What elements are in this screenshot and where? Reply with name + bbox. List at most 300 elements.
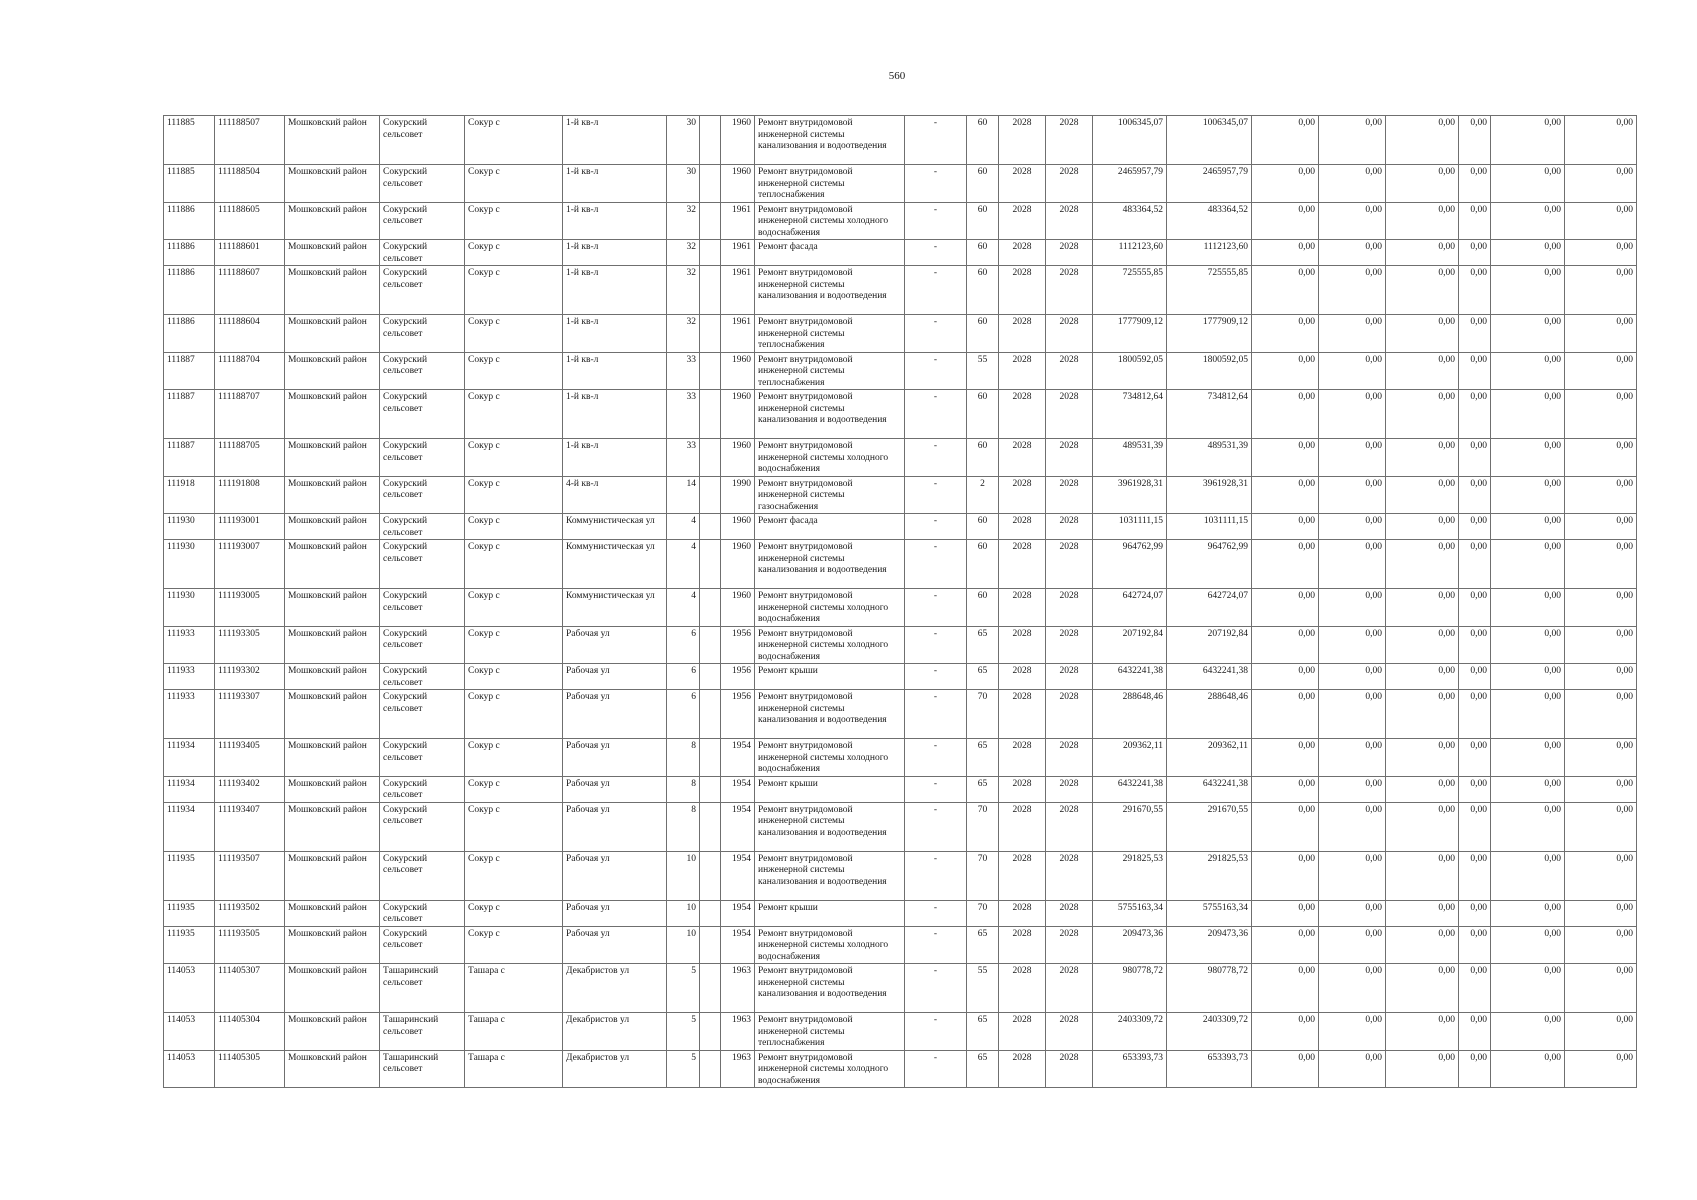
cell-plan-year-end: 2028: [1046, 202, 1093, 240]
cell-amount-6: 0,00: [1565, 802, 1637, 851]
cell-plan-year-start: 2028: [999, 514, 1046, 540]
cell-amount-4: 0,00: [1459, 116, 1491, 165]
cell-amount-2: 0,00: [1319, 802, 1386, 851]
cell-amount-1: 0,00: [1252, 116, 1319, 165]
cell-amount-5: 0,00: [1491, 964, 1565, 1013]
cell-council: Сокурский сельсовет: [380, 352, 465, 390]
cell-district: Мошковский район: [285, 851, 380, 900]
cell-plan-year-start: 2028: [999, 589, 1046, 627]
cell-plan-year-end: 2028: [1046, 1050, 1093, 1088]
cell-amount-1: 0,00: [1252, 352, 1319, 390]
cell-amount-4: 0,00: [1459, 589, 1491, 627]
cell-district: Мошковский район: [285, 900, 380, 926]
cell-street: 1-й кв-л: [563, 240, 667, 266]
cell-plan-year-start: 2028: [999, 900, 1046, 926]
cell-fund-cost: 483364,52: [1167, 202, 1252, 240]
cell-work-code: 111193007: [215, 540, 285, 589]
cell-dash-cell: -: [905, 240, 967, 266]
cell-fund-cost: 288648,46: [1167, 690, 1252, 739]
cell-fund-cost: 642724,07: [1167, 589, 1252, 627]
cell-total-cost: 2465957,79: [1093, 165, 1167, 203]
cell-dash-cell: -: [905, 900, 967, 926]
cell-work-type: Ремонт внутридомовой инженерной системы канализования и водоотведения: [755, 540, 905, 589]
cell-amount-6: 0,00: [1565, 739, 1637, 777]
table-row: [164, 802, 1637, 851]
cell-settlement: Сокур с: [465, 802, 563, 851]
cell-street: 1-й кв-л: [563, 116, 667, 165]
cell-total-cost: 1112123,60: [1093, 240, 1167, 266]
cell-plan-year-end: 2028: [1046, 964, 1093, 1013]
page-number: 560: [888, 70, 906, 82]
cell-fund-cost: 1777909,12: [1167, 315, 1252, 353]
cell-district: Мошковский район: [285, 439, 380, 477]
cell-street: Декабристов ул: [563, 1013, 667, 1051]
cell-build-year: 1954: [721, 900, 755, 926]
cell-district: Мошковский район: [285, 589, 380, 627]
cell-wear-percent: 65: [967, 926, 999, 964]
cell-dash-cell: -: [905, 926, 967, 964]
cell-amount-6: 0,00: [1565, 690, 1637, 739]
cell-district: Мошковский район: [285, 1013, 380, 1051]
cell-work-type: Ремонт внутридомовой инженерной системы канализования и водоотведения: [755, 964, 905, 1013]
cell-wear-percent: 60: [967, 315, 999, 353]
cell-district: Мошковский район: [285, 315, 380, 353]
cell-street: Коммунистическая ул: [563, 514, 667, 540]
cell-row-id: 111930: [164, 540, 215, 589]
repair-program-table: [163, 115, 1637, 1088]
cell-work-type: Ремонт внутридомовой инженерной системы канализования и водоотведения: [755, 851, 905, 900]
cell-total-cost: 291825,53: [1093, 851, 1167, 900]
cell-total-cost: 980778,72: [1093, 964, 1167, 1013]
cell-work-type: Ремонт внутридомовой инженерной системы газоснабжения: [755, 476, 905, 514]
cell-amount-4: 0,00: [1459, 626, 1491, 664]
cell-dash-cell: -: [905, 964, 967, 1013]
cell-house-number: 5: [667, 964, 700, 1013]
cell-amount-5: 0,00: [1491, 240, 1565, 266]
cell-work-type: Ремонт внутридомовой инженерной системы теплоснабжения: [755, 1013, 905, 1051]
cell-amount-5: 0,00: [1491, 664, 1565, 690]
cell-dash-cell: -: [905, 690, 967, 739]
cell-work-code: 111405307: [215, 964, 285, 1013]
cell-amount-3: 0,00: [1386, 315, 1459, 353]
cell-council: Сокурский сельсовет: [380, 240, 465, 266]
cell-amount-6: 0,00: [1565, 851, 1637, 900]
cell-settlement: Сокур с: [465, 240, 563, 266]
cell-row-id: 114053: [164, 964, 215, 1013]
cell-amount-6: 0,00: [1565, 352, 1637, 390]
cell-work-code: 111188705: [215, 439, 285, 477]
cell-plan-year-start: 2028: [999, 776, 1046, 802]
cell-district: Мошковский район: [285, 240, 380, 266]
cell-plan-year-end: 2028: [1046, 540, 1093, 589]
cell-amount-1: 0,00: [1252, 802, 1319, 851]
cell-wear-percent: 65: [967, 1013, 999, 1051]
cell-amount-6: 0,00: [1565, 900, 1637, 926]
table-row: [164, 202, 1637, 240]
cell-fund-cost: 2465957,79: [1167, 165, 1252, 203]
cell-amount-2: 0,00: [1319, 1013, 1386, 1051]
cell-plan-year-end: 2028: [1046, 926, 1093, 964]
cell-district: Мошковский район: [285, 1050, 380, 1088]
cell-wear-percent: 65: [967, 626, 999, 664]
cell-district: Мошковский район: [285, 926, 380, 964]
table-row: [164, 1050, 1637, 1088]
cell-house-number: 32: [667, 240, 700, 266]
cell-build-year: 1963: [721, 1050, 755, 1088]
cell-amount-1: 0,00: [1252, 1050, 1319, 1088]
cell-row-id: 111886: [164, 240, 215, 266]
cell-row-id: 111887: [164, 352, 215, 390]
cell-council: Сокурский сельсовет: [380, 116, 465, 165]
cell-total-cost: 5755163,34: [1093, 900, 1167, 926]
cell-dash-cell: -: [905, 589, 967, 627]
cell-work-type: Ремонт крыши: [755, 776, 905, 802]
cell-fund-cost: 291825,53: [1167, 851, 1252, 900]
cell-wear-percent: 65: [967, 1050, 999, 1088]
cell-fund-cost: 964762,99: [1167, 540, 1252, 589]
cell-build-year: 1961: [721, 266, 755, 315]
cell-plan-year-start: 2028: [999, 690, 1046, 739]
cell-work-type: Ремонт внутридомовой инженерной системы теплоснабжения: [755, 165, 905, 203]
cell-build-year: 1960: [721, 540, 755, 589]
cell-amount-2: 0,00: [1319, 964, 1386, 1013]
cell-amount-2: 0,00: [1319, 315, 1386, 353]
cell-row-id: 111934: [164, 739, 215, 777]
cell-build-year: 1961: [721, 240, 755, 266]
cell-amount-2: 0,00: [1319, 240, 1386, 266]
cell-amount-3: 0,00: [1386, 1050, 1459, 1088]
table-row: [164, 851, 1637, 900]
cell-amount-2: 0,00: [1319, 476, 1386, 514]
cell-amount-5: 0,00: [1491, 1050, 1565, 1088]
cell-council: Сокурский сельсовет: [380, 266, 465, 315]
cell-house-number: 33: [667, 390, 700, 439]
cell-amount-3: 0,00: [1386, 540, 1459, 589]
cell-council: Сокурский сельсовет: [380, 476, 465, 514]
cell-empty-cell: [700, 664, 721, 690]
cell-work-code: 111193001: [215, 514, 285, 540]
cell-amount-3: 0,00: [1386, 900, 1459, 926]
cell-plan-year-end: 2028: [1046, 664, 1093, 690]
cell-street: Рабочая ул: [563, 900, 667, 926]
cell-plan-year-start: 2028: [999, 476, 1046, 514]
cell-work-code: 111193407: [215, 802, 285, 851]
cell-amount-5: 0,00: [1491, 540, 1565, 589]
cell-council: Сокурский сельсовет: [380, 690, 465, 739]
cell-build-year: 1960: [721, 352, 755, 390]
cell-settlement: Сокур с: [465, 851, 563, 900]
cell-empty-cell: [700, 690, 721, 739]
table-row: [164, 926, 1637, 964]
cell-empty-cell: [700, 514, 721, 540]
cell-amount-3: 0,00: [1386, 352, 1459, 390]
cell-build-year: 1960: [721, 514, 755, 540]
cell-amount-4: 0,00: [1459, 900, 1491, 926]
cell-wear-percent: 65: [967, 776, 999, 802]
cell-build-year: 1961: [721, 315, 755, 353]
cell-amount-4: 0,00: [1459, 1013, 1491, 1051]
cell-amount-3: 0,00: [1386, 476, 1459, 514]
cell-amount-1: 0,00: [1252, 240, 1319, 266]
cell-amount-6: 0,00: [1565, 1013, 1637, 1051]
cell-total-cost: 288648,46: [1093, 690, 1167, 739]
cell-amount-2: 0,00: [1319, 626, 1386, 664]
cell-fund-cost: 489531,39: [1167, 439, 1252, 477]
cell-amount-1: 0,00: [1252, 664, 1319, 690]
cell-build-year: 1960: [721, 165, 755, 203]
cell-amount-4: 0,00: [1459, 266, 1491, 315]
cell-house-number: 4: [667, 589, 700, 627]
cell-amount-1: 0,00: [1252, 900, 1319, 926]
cell-total-cost: 653393,73: [1093, 1050, 1167, 1088]
cell-council: Сокурский сельсовет: [380, 165, 465, 203]
cell-council: Ташаринский сельсовет: [380, 1050, 465, 1088]
cell-amount-1: 0,00: [1252, 926, 1319, 964]
cell-plan-year-start: 2028: [999, 266, 1046, 315]
cell-row-id: 111933: [164, 690, 215, 739]
cell-dash-cell: -: [905, 315, 967, 353]
cell-amount-3: 0,00: [1386, 240, 1459, 266]
cell-amount-2: 0,00: [1319, 739, 1386, 777]
table-row: [164, 240, 1637, 266]
cell-plan-year-end: 2028: [1046, 116, 1093, 165]
cell-amount-1: 0,00: [1252, 202, 1319, 240]
cell-work-type: Ремонт внутридомовой инженерной системы теплоснабжения: [755, 352, 905, 390]
cell-work-code: 111193505: [215, 926, 285, 964]
cell-amount-6: 0,00: [1565, 165, 1637, 203]
cell-settlement: Сокур с: [465, 476, 563, 514]
cell-amount-4: 0,00: [1459, 476, 1491, 514]
cell-plan-year-start: 2028: [999, 240, 1046, 266]
cell-plan-year-end: 2028: [1046, 352, 1093, 390]
cell-work-type: Ремонт внутридомовой инженерной системы канализования и водоотведения: [755, 390, 905, 439]
cell-wear-percent: 70: [967, 690, 999, 739]
cell-amount-5: 0,00: [1491, 626, 1565, 664]
cell-work-code: 111193405: [215, 739, 285, 777]
cell-work-type: Ремонт внутридомовой инженерной системы холодного водоснабжения: [755, 202, 905, 240]
cell-amount-1: 0,00: [1252, 439, 1319, 477]
cell-build-year: 1960: [721, 439, 755, 477]
cell-dash-cell: -: [905, 439, 967, 477]
cell-amount-6: 0,00: [1565, 390, 1637, 439]
cell-dash-cell: -: [905, 352, 967, 390]
cell-house-number: 10: [667, 851, 700, 900]
cell-total-cost: 207192,84: [1093, 626, 1167, 664]
cell-work-type: Ремонт внутридомовой инженерной системы холодного водоснабжения: [755, 1050, 905, 1088]
cell-row-id: 111933: [164, 664, 215, 690]
cell-work-type: Ремонт внутридомовой инженерной системы холодного водоснабжения: [755, 926, 905, 964]
cell-row-id: 111935: [164, 900, 215, 926]
cell-amount-3: 0,00: [1386, 926, 1459, 964]
cell-row-id: 111887: [164, 390, 215, 439]
cell-work-code: 111188605: [215, 202, 285, 240]
cell-amount-2: 0,00: [1319, 116, 1386, 165]
cell-house-number: 33: [667, 352, 700, 390]
cell-amount-6: 0,00: [1565, 540, 1637, 589]
cell-amount-2: 0,00: [1319, 664, 1386, 690]
cell-work-code: 111188504: [215, 165, 285, 203]
cell-fund-cost: 6432241,38: [1167, 664, 1252, 690]
cell-district: Мошковский район: [285, 540, 380, 589]
cell-council: Ташаринский сельсовет: [380, 1013, 465, 1051]
cell-plan-year-start: 2028: [999, 202, 1046, 240]
cell-amount-2: 0,00: [1319, 1050, 1386, 1088]
cell-work-code: 111188704: [215, 352, 285, 390]
cell-street: 1-й кв-л: [563, 315, 667, 353]
cell-settlement: Сокур с: [465, 589, 563, 627]
cell-total-cost: 291670,55: [1093, 802, 1167, 851]
cell-house-number: 8: [667, 739, 700, 777]
cell-amount-6: 0,00: [1565, 116, 1637, 165]
cell-build-year: 1954: [721, 851, 755, 900]
cell-settlement: Сокур с: [465, 315, 563, 353]
cell-empty-cell: [700, 626, 721, 664]
cell-total-cost: 3961928,31: [1093, 476, 1167, 514]
cell-row-id: 111935: [164, 926, 215, 964]
cell-street: 4-й кв-л: [563, 476, 667, 514]
cell-amount-4: 0,00: [1459, 664, 1491, 690]
cell-wear-percent: 65: [967, 739, 999, 777]
cell-work-code: 111193005: [215, 589, 285, 627]
cell-dash-cell: -: [905, 116, 967, 165]
cell-settlement: Сокур с: [465, 352, 563, 390]
cell-row-id: 111934: [164, 802, 215, 851]
cell-street: Коммунистическая ул: [563, 540, 667, 589]
cell-build-year: 1954: [721, 776, 755, 802]
cell-amount-2: 0,00: [1319, 776, 1386, 802]
table-row: [164, 964, 1637, 1013]
cell-amount-1: 0,00: [1252, 690, 1319, 739]
cell-house-number: 6: [667, 664, 700, 690]
cell-council: Сокурский сельсовет: [380, 776, 465, 802]
cell-amount-1: 0,00: [1252, 589, 1319, 627]
cell-settlement: Сокур с: [465, 514, 563, 540]
cell-empty-cell: [700, 390, 721, 439]
cell-work-type: Ремонт внутридомовой инженерной системы холодного водоснабжения: [755, 589, 905, 627]
cell-total-cost: 725555,85: [1093, 266, 1167, 315]
table-row: [164, 739, 1637, 777]
cell-council: Сокурский сельсовет: [380, 202, 465, 240]
table-row: [164, 690, 1637, 739]
cell-dash-cell: -: [905, 476, 967, 514]
cell-street: Декабристов ул: [563, 964, 667, 1013]
table-row: [164, 315, 1637, 353]
cell-amount-6: 0,00: [1565, 626, 1637, 664]
cell-work-type: Ремонт внутридомовой инженерной системы канализования и водоотведения: [755, 690, 905, 739]
cell-council: Сокурский сельсовет: [380, 439, 465, 477]
cell-build-year: 1960: [721, 390, 755, 439]
cell-amount-1: 0,00: [1252, 266, 1319, 315]
table-row: [164, 352, 1637, 390]
cell-fund-cost: 291670,55: [1167, 802, 1252, 851]
cell-fund-cost: 209473,36: [1167, 926, 1252, 964]
cell-empty-cell: [700, 352, 721, 390]
cell-amount-4: 0,00: [1459, 390, 1491, 439]
cell-amount-4: 0,00: [1459, 315, 1491, 353]
cell-district: Мошковский район: [285, 964, 380, 1013]
cell-work-type: Ремонт крыши: [755, 664, 905, 690]
cell-amount-5: 0,00: [1491, 851, 1565, 900]
cell-council: Сокурский сельсовет: [380, 802, 465, 851]
cell-row-id: 114053: [164, 1050, 215, 1088]
cell-row-id: 111886: [164, 266, 215, 315]
cell-dash-cell: -: [905, 1013, 967, 1051]
cell-fund-cost: 3961928,31: [1167, 476, 1252, 514]
cell-work-code: 111188604: [215, 315, 285, 353]
cell-amount-4: 0,00: [1459, 964, 1491, 1013]
cell-house-number: 6: [667, 626, 700, 664]
cell-amount-5: 0,00: [1491, 390, 1565, 439]
cell-empty-cell: [700, 116, 721, 165]
cell-plan-year-end: 2028: [1046, 589, 1093, 627]
cell-build-year: 1960: [721, 116, 755, 165]
cell-wear-percent: 2: [967, 476, 999, 514]
cell-wear-percent: 60: [967, 540, 999, 589]
cell-street: Рабочая ул: [563, 690, 667, 739]
cell-amount-5: 0,00: [1491, 165, 1565, 203]
cell-amount-6: 0,00: [1565, 439, 1637, 477]
cell-wear-percent: 60: [967, 589, 999, 627]
cell-work-type: Ремонт крыши: [755, 900, 905, 926]
cell-build-year: 1963: [721, 1013, 755, 1051]
cell-settlement: Сокур с: [465, 116, 563, 165]
cell-row-id: 111918: [164, 476, 215, 514]
cell-amount-5: 0,00: [1491, 802, 1565, 851]
cell-work-code: 111193502: [215, 900, 285, 926]
cell-settlement: Сокур с: [465, 165, 563, 203]
cell-plan-year-end: 2028: [1046, 165, 1093, 203]
cell-council: Сокурский сельсовет: [380, 315, 465, 353]
cell-amount-2: 0,00: [1319, 165, 1386, 203]
cell-district: Мошковский район: [285, 352, 380, 390]
cell-amount-4: 0,00: [1459, 514, 1491, 540]
table-row: [164, 776, 1637, 802]
cell-amount-3: 0,00: [1386, 165, 1459, 203]
cell-fund-cost: 734812,64: [1167, 390, 1252, 439]
cell-wear-percent: 65: [967, 664, 999, 690]
cell-house-number: 8: [667, 776, 700, 802]
cell-dash-cell: -: [905, 514, 967, 540]
cell-amount-3: 0,00: [1386, 266, 1459, 315]
cell-district: Мошковский район: [285, 390, 380, 439]
cell-amount-5: 0,00: [1491, 1013, 1565, 1051]
cell-amount-5: 0,00: [1491, 926, 1565, 964]
cell-total-cost: 2403309,72: [1093, 1013, 1167, 1051]
cell-amount-6: 0,00: [1565, 240, 1637, 266]
cell-amount-2: 0,00: [1319, 202, 1386, 240]
cell-amount-2: 0,00: [1319, 900, 1386, 926]
cell-plan-year-start: 2028: [999, 626, 1046, 664]
cell-work-code: 111188707: [215, 390, 285, 439]
cell-total-cost: 1777909,12: [1093, 315, 1167, 353]
table-row: [164, 589, 1637, 627]
cell-build-year: 1956: [721, 664, 755, 690]
cell-house-number: 4: [667, 540, 700, 589]
cell-amount-4: 0,00: [1459, 776, 1491, 802]
cell-work-type: Ремонт внутридомовой инженерной системы холодного водоснабжения: [755, 626, 905, 664]
cell-house-number: 5: [667, 1013, 700, 1051]
table-row: [164, 439, 1637, 477]
cell-district: Мошковский район: [285, 664, 380, 690]
cell-amount-6: 0,00: [1565, 476, 1637, 514]
table-row: [164, 514, 1637, 540]
cell-dash-cell: -: [905, 1050, 967, 1088]
cell-row-id: 111930: [164, 514, 215, 540]
table-body: [164, 116, 1637, 1088]
cell-work-type: Ремонт внутридомовой инженерной системы холодного водоснабжения: [755, 739, 905, 777]
table-row: [164, 540, 1637, 589]
cell-empty-cell: [700, 202, 721, 240]
